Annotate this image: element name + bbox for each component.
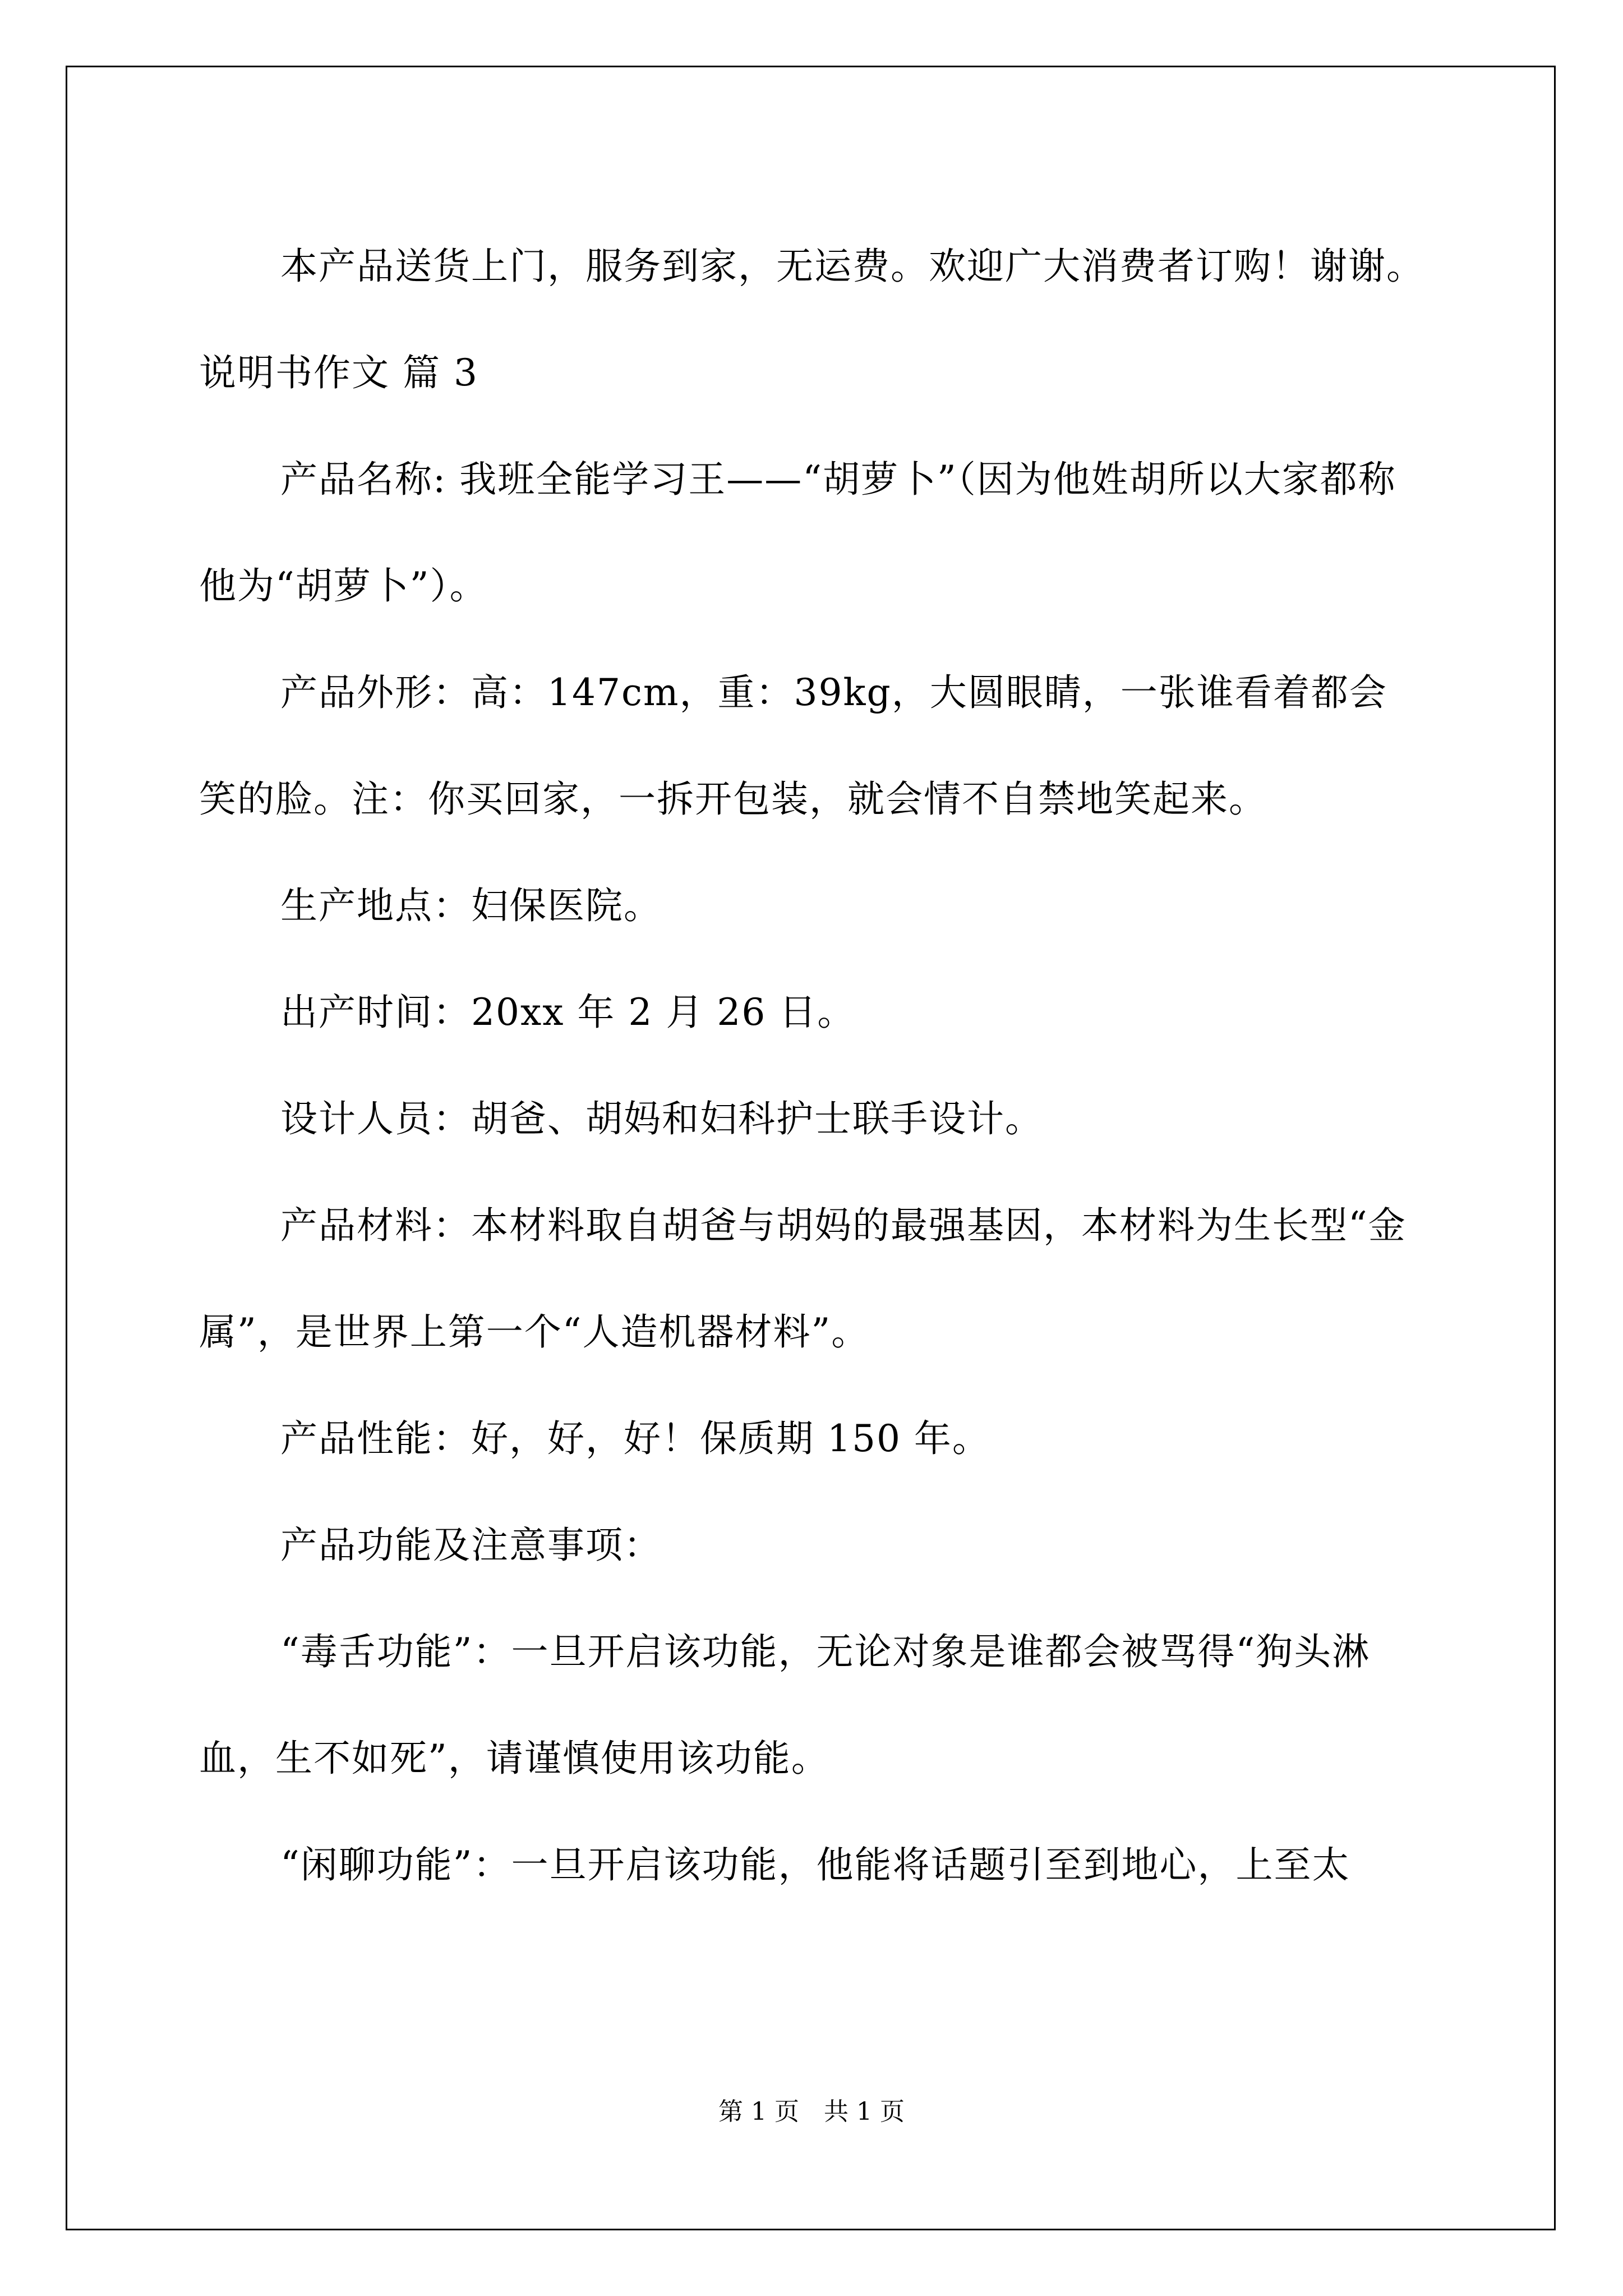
paragraph-product-name: 产品名称: 我班全能学习王——“胡萝卜”（因为他姓胡所以大家都称他为“胡萝卜”）。	[199, 458, 1396, 608]
document-body	[199, 213, 1424, 1918]
section-heading: 说明书作文 篇 3	[199, 351, 478, 394]
paragraph-functions-title: 产品功能及注意事项：	[280, 1524, 662, 1567]
paragraph-material: 产品材料：本材料取自胡爸与胡妈的最强基因，本材料为生长型“金属”，是世界上第一个“人造机器材料”。	[199, 1204, 1407, 1354]
paragraph-designers: 设计人员：胡爸、胡妈和妇科护士联手设计。	[280, 1097, 1043, 1140]
paragraph-delivery: 本产品送货上门，服务到家，无运费。欢迎广大消费者订购！谢谢。	[280, 245, 1424, 288]
paragraph-place: 生产地点：妇保医院。	[280, 884, 662, 927]
paragraph-function-sharp-tongue: “毒舌功能”：一旦开启该功能，无论对象是谁都会被骂得“狗头淋血，生不如死”，请谨慎使用该功能。	[199, 1630, 1371, 1780]
page-number: 第 1 页 共 1 页	[718, 2097, 905, 2126]
paragraph-function-chat: “闲聊功能”：一旦开启该功能，他能将话题引至到地心，上至太	[280, 1843, 1350, 1887]
paragraph-date: 出产时间：20xx 年 2 月 26 日。	[280, 991, 856, 1034]
paragraph-performance: 产品性能：好，好，好！保质期 150 年。	[280, 1417, 990, 1460]
paragraph-appearance: 产品外形：高：147cm，重：39kg，大圆眼睛，一张谁看着都会笑的脸。注：你买回家，一拆开包装，就会情不自禁地笑起来。	[199, 671, 1387, 821]
